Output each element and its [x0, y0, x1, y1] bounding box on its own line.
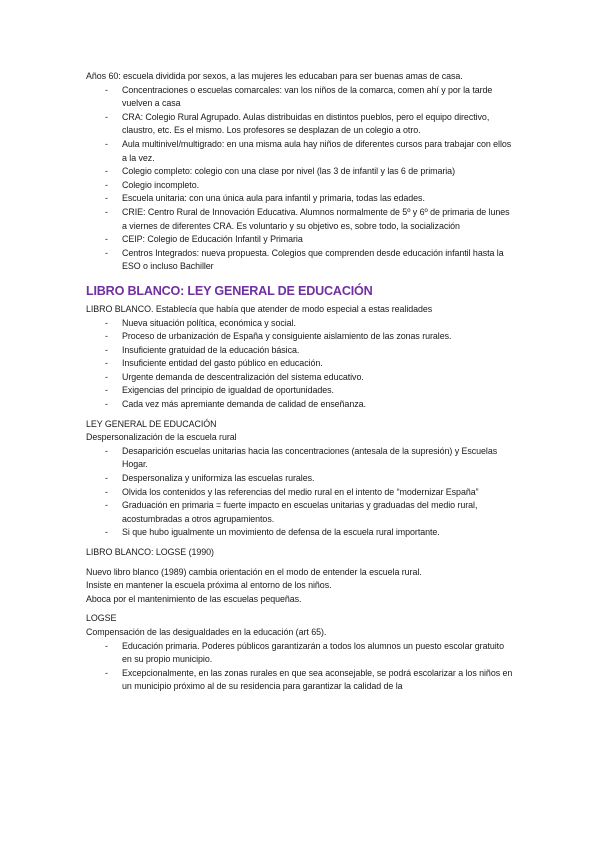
logse-libro-line: Insiste en mantener la escuela próxima al entorno de los niños.	[86, 580, 332, 591]
list-item: - Graduación en primaria = fuerte impacto en escuelas unitarias y graduadas del medio rural, acostumbradas a otros agrupamientos.	[86, 499, 516, 526]
list-item: - Despersonaliza y uniformiza las escuelas rurales.	[86, 472, 516, 486]
libro-blanco-intro: LIBRO BLANCO. Establecía que había que atender de modo especial a estas realidades	[86, 303, 433, 314]
list-item: - Centros Integrados: nueva propuesta. Colegios que comprenden desde educación infantil hasta la ESO o incluso Bachiller	[86, 247, 516, 274]
list-item: - Aula multinivel/multigrado: en una misma aula hay niños de diferentes cursos para trabajar con ellos a la vez.	[86, 138, 516, 165]
section-heading: LIBRO BLANCO: LEY GENERAL DE EDUCACIÓN	[86, 283, 373, 298]
list-item: - Colegio incompleto.	[86, 179, 516, 193]
list-item: - Cada vez más apremiante demanda de calidad de enseñanza.	[86, 398, 516, 412]
list-item: - Olvida los contenidos y las referencias del medio rural en el intento de “modernizar España”	[86, 486, 516, 500]
list-item: - Excepcionalmente, en las zonas rurales en que sea aconsejable, se podrá escolarizar a los niños en un municipio próximo al de su residencia para garantizar la calidad de la	[86, 667, 516, 694]
list-item: - Insuficiente gratuidad de la educación básica.	[86, 344, 516, 358]
list-item: - Si que hubo igualmente un movimiento de defensa de la escuela rural importante.	[86, 526, 516, 540]
list-item: - Colegio completo: colegio con una clase por nivel (las 3 de infantil y las 6 de primaria)	[86, 165, 516, 179]
despersonalizacion-list	[86, 445, 516, 540]
list-item: - Proceso de urbanización de España y consiguiente aislamiento de las zonas rurales.	[86, 330, 516, 344]
ley-general-title: LEY GENERAL DE EDUCACIÓN	[86, 418, 217, 429]
list-item: - Insuficiente entidad del gasto público en educación.	[86, 357, 516, 371]
ley-general-subtitle: Despersonalización de la escuela rural	[86, 432, 237, 443]
list-item: - Nueva situación política, económica y social.	[86, 317, 516, 331]
logse-libro-line: Nuevo libro blanco (1989) cambia orientación en el modo de entender la escuela rural.	[86, 566, 422, 577]
list-item: - Exigencias del principio de igualdad de oportunidades.	[86, 384, 516, 398]
list-item: - CEIP: Colegio de Educación Infantil y Primaria	[86, 233, 516, 247]
list-item: - Urgente demanda de descentralización del sistema educativo.	[86, 371, 516, 385]
list-item: - Concentraciones o escuelas comarcales: van los niños de la comarca, comen ahí y por la tarde vuelven a casa	[86, 84, 516, 111]
list-item: - CRIE: Centro Rural de Innovación Educativa. Alumnos normalmente de 5º y 6º de primaria de lunes a viernes de diferentes CRA. Es voluntario y su objetivo es, sobre todo, la socialización	[86, 206, 516, 233]
intro-paragraph: Años 60: escuela dividida por sexos, a las mujeres les educaban para ser buenas amas de casa.	[86, 71, 463, 81]
school-types-list	[86, 84, 516, 274]
logse-libro-line: Aboca por el mantenimiento de las escuelas pequeñas.	[86, 593, 302, 604]
list-item: - CRA: Colegio Rural Agrupado. Aulas distribuidas en distintos pueblos, pero el equipo directivo, claustro, etc. Es el mismo. Los profesores se desplazan de un colegio a otro.	[86, 111, 516, 138]
document-body	[86, 70, 516, 694]
logse-list	[86, 640, 516, 694]
list-item: - Escuela unitaria: con una única aula para infantil y primaria, todas las edades.	[86, 192, 516, 206]
realities-list	[86, 317, 516, 412]
logse-title: LOGSE	[86, 613, 117, 624]
logse-subtitle: Compensación de las desigualdades en la educación (art 65).	[86, 626, 327, 637]
list-item: - Educación primaria. Poderes públicos garantizarán a todos los alumnos un puesto escolar gratuito en su propio municipio.	[86, 640, 516, 667]
list-item: - Desaparición escuelas unitarias hacia las concentraciones (antesala de la supresión) y Escuelas Hogar.	[86, 445, 516, 472]
logse-libro-title: LIBRO BLANCO: LOGSE (1990)	[86, 547, 214, 557]
